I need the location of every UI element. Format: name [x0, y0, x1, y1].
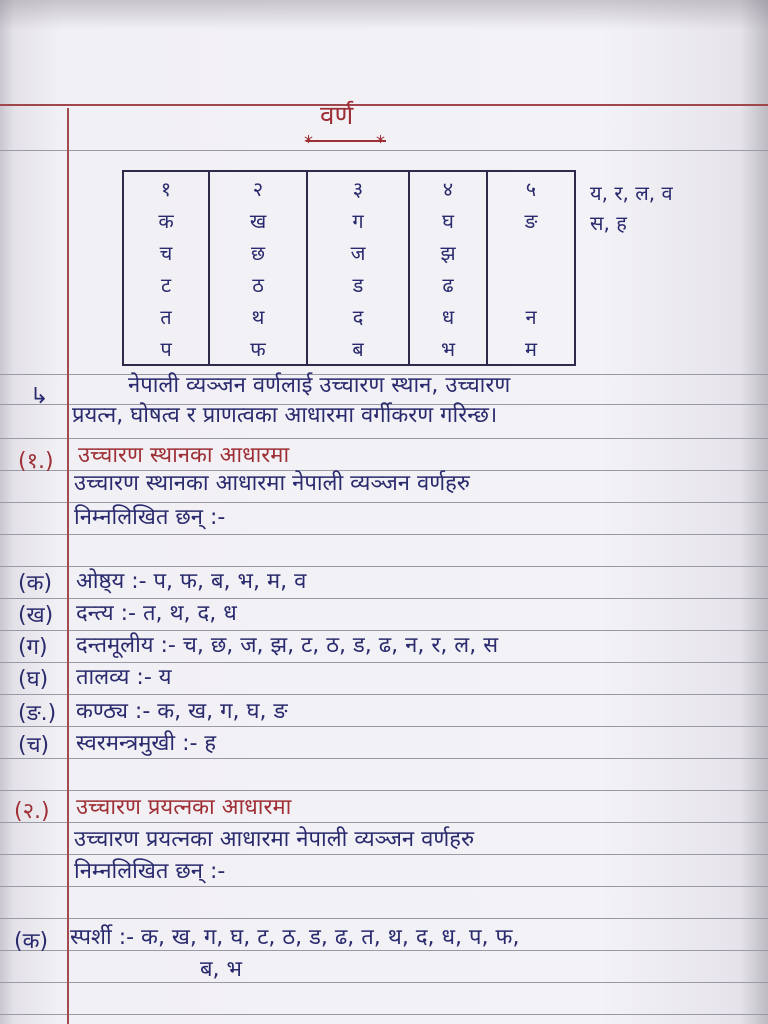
table-row	[123, 204, 575, 236]
list-item: स्वरमन्त्रमुखी :- ह	[76, 731, 217, 756]
table-header-cell: १	[123, 171, 209, 204]
consonant-table	[122, 170, 576, 366]
ruled-line	[0, 854, 768, 855]
ruled-line	[0, 950, 768, 951]
table-cell	[487, 268, 575, 300]
extra-letters-line: य, र, ल, व	[590, 181, 673, 205]
table-cell: ब	[307, 332, 409, 365]
table-header-row	[123, 171, 575, 204]
table-cell: छ	[209, 236, 307, 268]
ruled-line	[0, 918, 768, 919]
ruled-line	[0, 598, 768, 599]
table-header-cell: २	[209, 171, 307, 204]
list-item: कण्ठ्य :- क, ख, ग, घ, ङ	[76, 699, 288, 724]
title-underline	[306, 140, 386, 142]
ruled-line	[0, 438, 768, 439]
extra-letters-line: स, ह	[590, 211, 627, 235]
list-marker: (क)	[14, 929, 49, 954]
table-cell: थ	[209, 300, 307, 332]
table-cell: न	[487, 300, 575, 332]
list-marker: (च)	[18, 733, 50, 758]
table-header-cell: ५	[487, 171, 575, 204]
page-shadow	[0, 0, 768, 30]
list-item-continuation: ब, भ	[200, 957, 243, 982]
ruled-line	[0, 630, 768, 631]
table-cell: ङ	[487, 204, 575, 236]
table-header-cell: ४	[409, 171, 487, 204]
table-row	[123, 300, 575, 332]
list-marker: (ङ.)	[18, 701, 57, 726]
ruled-line	[0, 726, 768, 727]
list-item: दन्तमूलीय :- च, छ, ज, झ, ट, ठ, ड, ढ, न, र, ल, स	[76, 633, 499, 658]
ruled-line	[0, 758, 768, 759]
ruled-line	[0, 566, 768, 567]
section-text: उच्चारण प्रयत्नका आधारमा नेपाली व्यञ्जन वर्णहरु	[74, 827, 475, 852]
section-number: (१.)	[18, 449, 54, 474]
ruled-line	[0, 790, 768, 791]
ruled-line	[0, 822, 768, 823]
ruled-line	[0, 662, 768, 663]
table-cell: द	[307, 300, 409, 332]
list-marker: (क)	[18, 571, 53, 596]
table-cell	[487, 236, 575, 268]
table-row	[123, 332, 575, 365]
table-cell: ड	[307, 268, 409, 300]
table-cell: फ	[209, 332, 307, 365]
ruled-line	[0, 694, 768, 695]
extra-letters	[590, 178, 673, 238]
table-cell: झ	[409, 236, 487, 268]
section-text: उच्चारण स्थानका आधारमा नेपाली व्यञ्जन वर्णहरु	[74, 471, 470, 496]
star-decoration: *	[376, 132, 385, 153]
list-item: दन्त्य :- त, थ, द, ध	[76, 601, 237, 626]
list-marker: (ख)	[18, 603, 54, 628]
intro-line: नेपाली व्यञ्जन वर्णलाई उच्चारण स्थान, उच्चारण	[128, 373, 511, 398]
table-cell: प	[123, 332, 209, 365]
arrow-icon: ↳	[30, 384, 49, 409]
section-number: (२.)	[14, 799, 50, 824]
section-heading: उच्चारण प्रयत्नका आधारमा	[76, 795, 292, 820]
table-cell: ध	[409, 300, 487, 332]
table-cell: म	[487, 332, 575, 365]
table-cell: क	[123, 204, 209, 236]
section-heading: उच्चारण स्थानका आधारमा	[78, 443, 290, 468]
ruled-line	[0, 886, 768, 887]
table-cell: ढ	[409, 268, 487, 300]
list-item: तालव्य :- य	[76, 665, 172, 690]
intro-line: प्रयत्न, घोषत्व र प्राणत्वका आधारमा वर्गीकरण गरिन्छ।	[72, 403, 498, 428]
table-header-cell: ३	[307, 171, 409, 204]
list-marker: (ग)	[18, 635, 48, 660]
margin-line	[67, 108, 69, 1024]
table-cell: ठ	[209, 268, 307, 300]
table-cell: भ	[409, 332, 487, 365]
list-item: ओष्ठ्य :- प, फ, ब, भ, म, व	[76, 569, 307, 594]
section-text: निम्नलिखित छन् :-	[74, 859, 226, 884]
list-marker: (घ)	[18, 667, 49, 692]
ruled-line	[0, 502, 768, 503]
header-rule	[0, 104, 768, 106]
section-text: निम्नलिखित छन् :-	[74, 505, 226, 530]
table-cell: च	[123, 236, 209, 268]
ruled-line	[0, 1014, 768, 1015]
table-cell: त	[123, 300, 209, 332]
list-item: स्पर्शी :- क, ख, ग, घ, ट, ठ, ड, ढ, त, थ, द, ध, प, फ,	[70, 925, 520, 950]
table-cell: घ	[409, 204, 487, 236]
table-cell: ग	[307, 204, 409, 236]
table-cell: ज	[307, 236, 409, 268]
table-row	[123, 236, 575, 268]
table-row	[123, 268, 575, 300]
table-cell: ख	[209, 204, 307, 236]
ruled-line	[0, 534, 768, 535]
star-decoration: *	[304, 132, 313, 153]
ruled-line	[0, 982, 768, 983]
table-cell: ट	[123, 268, 209, 300]
page-title: वर्ण	[320, 101, 354, 131]
